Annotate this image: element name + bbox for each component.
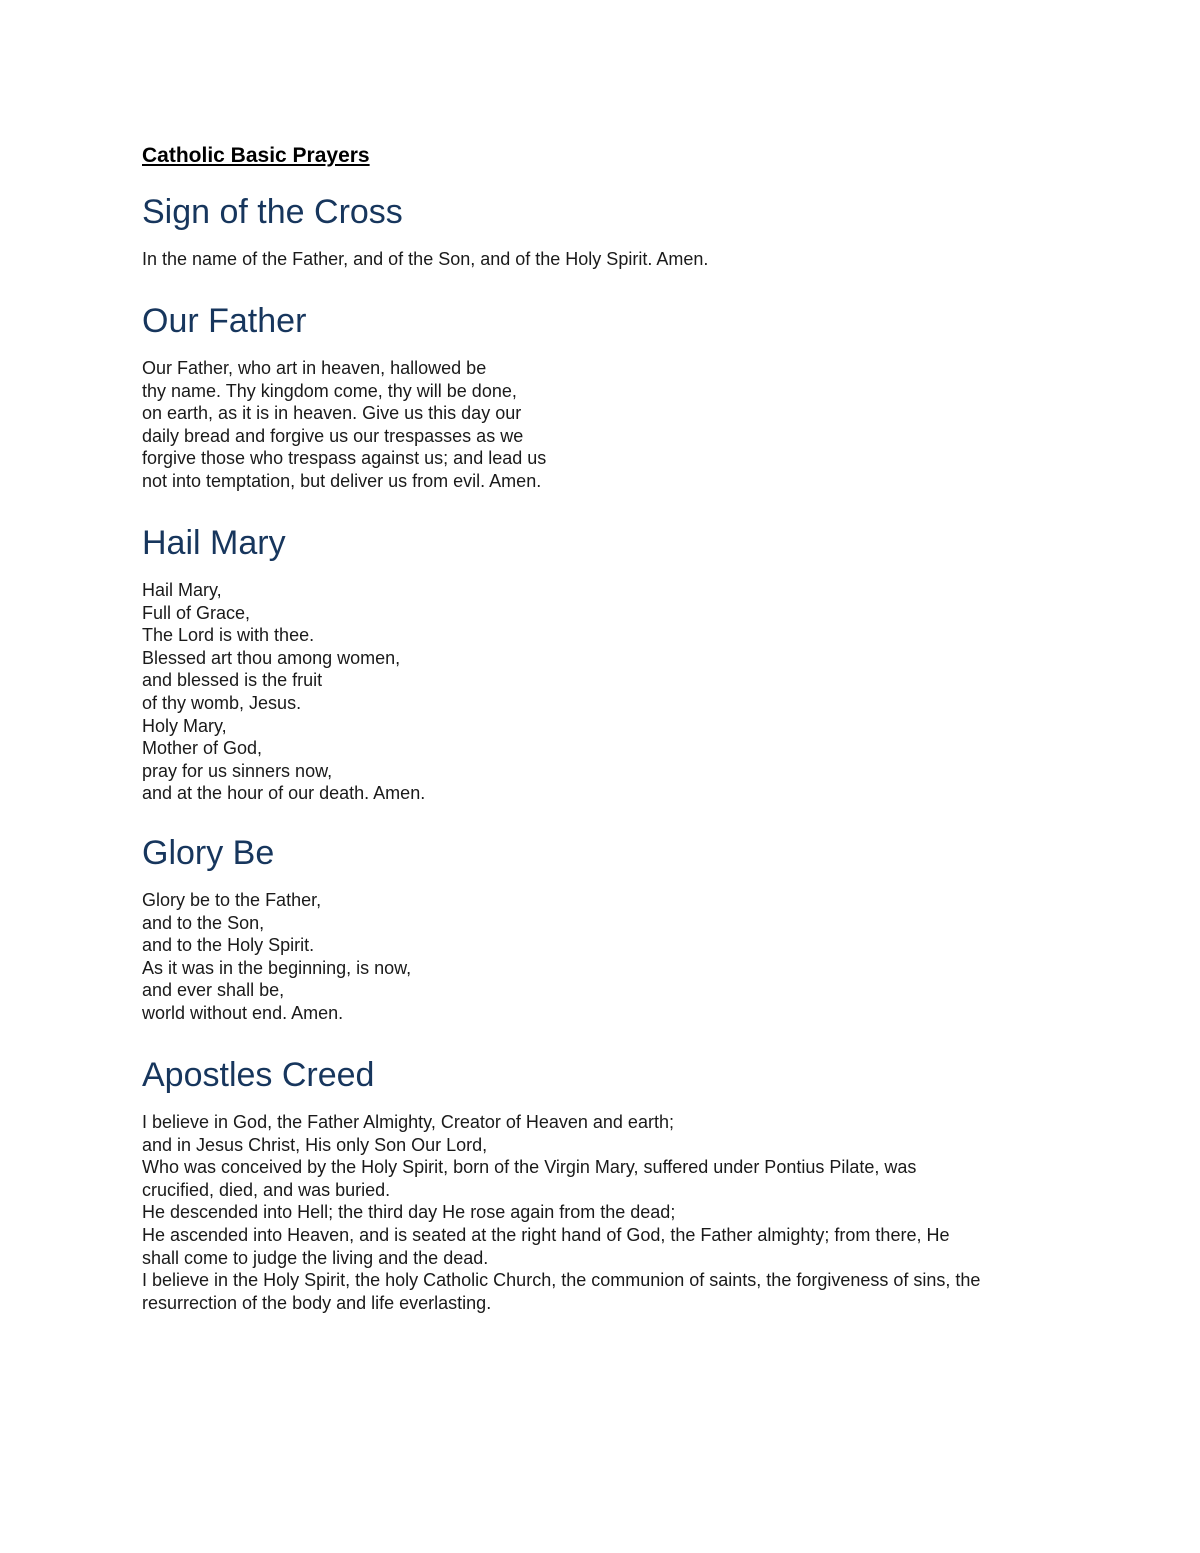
section-hail-mary bbox=[142, 521, 1082, 805]
prayer-text bbox=[142, 357, 1082, 493]
prayer-line: Who was conceived by the Holy Spirit, born of the Virgin Mary, suffered under Pontius Pilate, was bbox=[142, 1157, 917, 1178]
prayer-line: pray for us sinners now, bbox=[142, 760, 333, 781]
document-page bbox=[142, 0, 1082, 1553]
section-heading: Glory Be bbox=[142, 834, 275, 872]
prayer-line: and in Jesus Christ, His only Son Our Lord, bbox=[142, 1134, 488, 1155]
prayer-line: crucified, died, and was buried. bbox=[142, 1179, 391, 1200]
prayer-line: resurrection of the body and life everlasting. bbox=[142, 1292, 492, 1313]
prayer-line: on earth, as it is in heaven. Give us this day our bbox=[142, 403, 522, 424]
section-heading: Our Father bbox=[142, 302, 307, 340]
section-glory-be bbox=[142, 831, 1082, 1025]
prayer-line: world without end. Amen. bbox=[142, 1002, 344, 1023]
prayer-text bbox=[142, 248, 1082, 271]
prayer-line: Full of Grace, bbox=[142, 602, 251, 623]
prayer-line: and to the Holy Spirit. bbox=[142, 935, 315, 956]
prayer-line: The Lord is with thee. bbox=[142, 625, 315, 646]
prayer-line: Our Father, who art in heaven, hallowed be bbox=[142, 358, 487, 378]
prayer-text bbox=[142, 579, 1082, 805]
section-heading: Sign of the Cross bbox=[142, 193, 403, 231]
prayer-text bbox=[142, 1111, 1082, 1314]
prayer-line: He ascended into Heaven, and is seated at the right hand of God, the Father almighty; from there, He bbox=[142, 1224, 950, 1245]
prayer-line: Hail Mary, bbox=[142, 580, 222, 600]
prayer-line: I believe in God, the Father Almighty, Creator of Heaven and earth; bbox=[142, 1112, 674, 1132]
prayer-line: thy name. Thy kingdom come, thy will be done, bbox=[142, 380, 517, 401]
prayer-line: Blessed art thou among women, bbox=[142, 647, 401, 668]
prayer-line: Holy Mary, bbox=[142, 715, 227, 736]
section-our-father bbox=[142, 299, 1082, 493]
prayer-line: Glory be to the Father, bbox=[142, 890, 322, 910]
section-heading: Hail Mary bbox=[142, 524, 286, 562]
prayer-line: and at the hour of our death. Amen. bbox=[142, 783, 426, 804]
prayer-line: and ever shall be, bbox=[142, 980, 285, 1001]
prayer-line: not into temptation, but deliver us from evil. Amen. bbox=[142, 470, 542, 491]
prayer-line: I believe in the Holy Spirit, the holy Catholic Church, the communion of saints, the forgiveness of sins, the bbox=[142, 1270, 981, 1291]
document-title: Catholic Basic Prayers bbox=[142, 144, 370, 167]
prayer-line: As it was in the beginning, is now, bbox=[142, 957, 412, 978]
prayer-line: and to the Son, bbox=[142, 912, 265, 933]
prayer-line: In the name of the Father, and of the Son, and of the Holy Spirit. Amen. bbox=[142, 249, 709, 269]
prayer-line: shall come to judge the living and the dead. bbox=[142, 1247, 489, 1268]
prayer-line: daily bread and forgive us our trespasses as we bbox=[142, 425, 524, 446]
prayer-line: of thy womb, Jesus. bbox=[142, 692, 302, 713]
section-sign-of-the-cross bbox=[142, 190, 1082, 271]
prayer-line: and blessed is the fruit bbox=[142, 670, 323, 691]
section-heading: Apostles Creed bbox=[142, 1056, 375, 1094]
prayer-line: He descended into Hell; the third day He rose again from the dead; bbox=[142, 1202, 676, 1223]
section-apostles-creed bbox=[142, 1053, 1082, 1314]
prayer-text bbox=[142, 889, 1082, 1025]
prayer-line: forgive those who trespass against us; and lead us bbox=[142, 448, 547, 469]
prayer-line: Mother of God, bbox=[142, 738, 263, 759]
